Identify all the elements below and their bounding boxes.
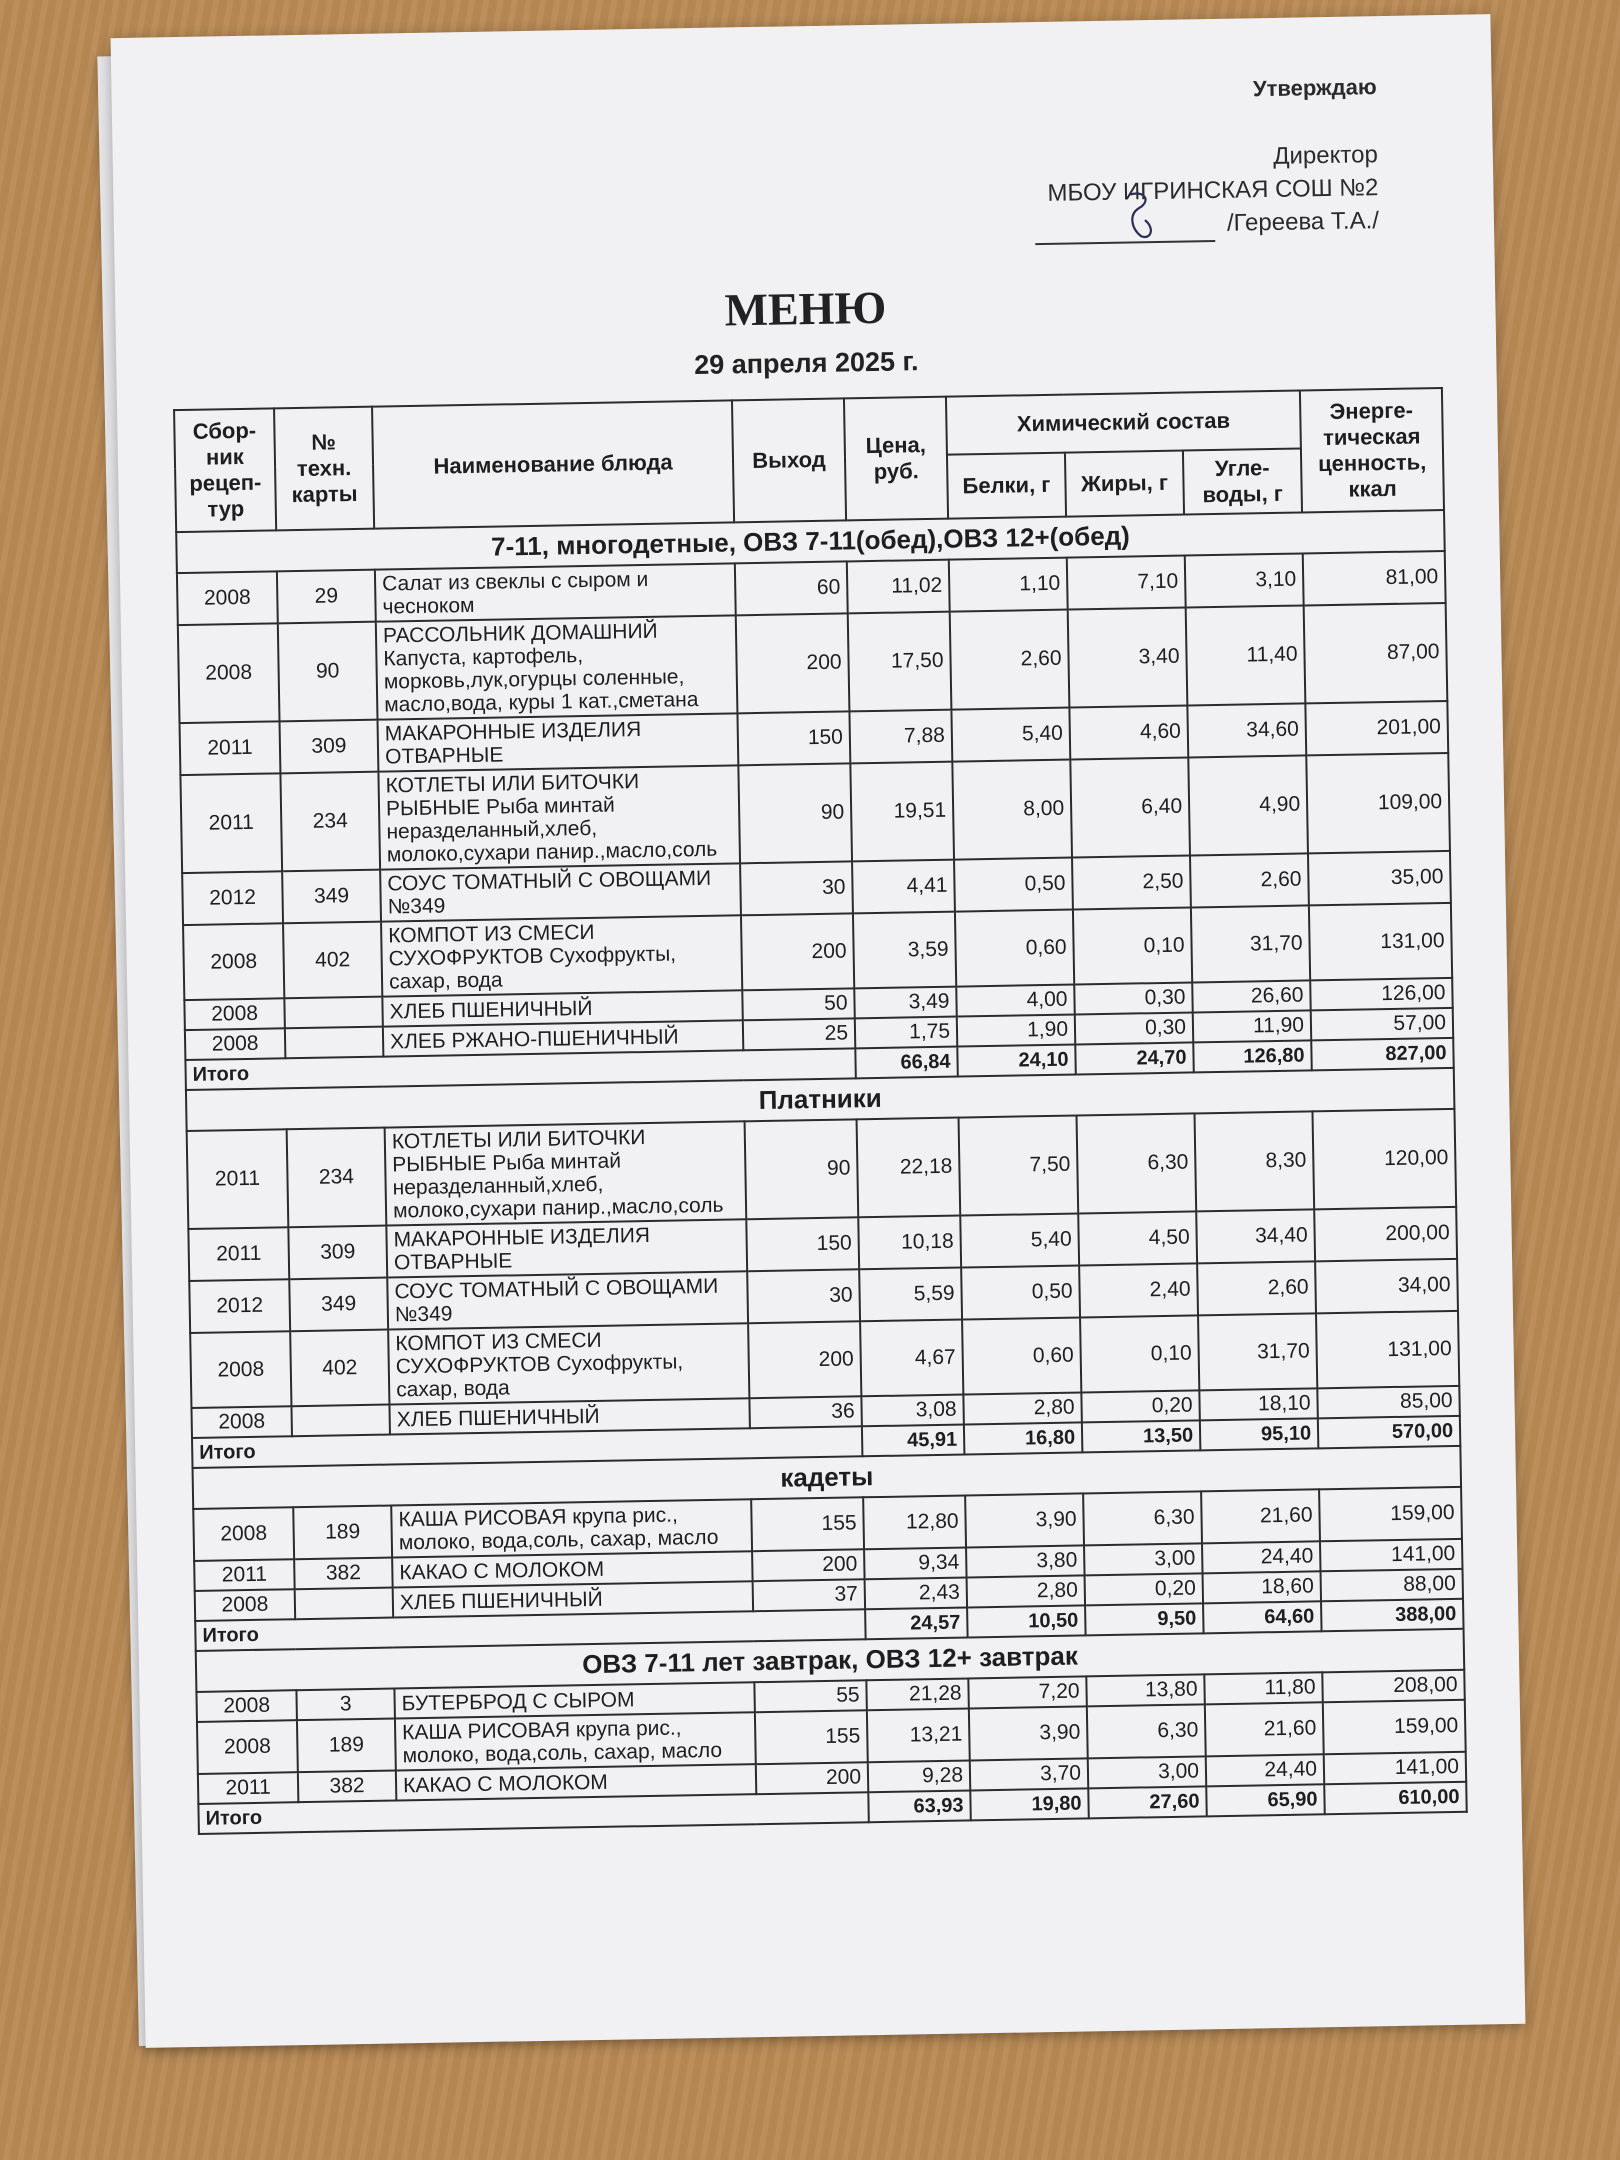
approval-org: МБОУ ИГРИНСКАЯ СОШ №2 xyxy=(1047,174,1379,207)
cell-dish-name: КАКАО С МОЛОКОМ xyxy=(392,1551,752,1587)
cell-dish-name: ХЛЕБ ПШЕНИЧНЫЙ xyxy=(389,1398,749,1434)
cell-tech-card: 189 xyxy=(297,1718,396,1772)
cell-dish-name: СОУС ТОМАТНЫЙ С ОВОЩАМИ №349 xyxy=(387,1271,748,1329)
cell-yield: 36 xyxy=(749,1396,862,1428)
cell-collection: 2011 xyxy=(188,1227,289,1281)
cell-dish-name: КАША РИСОВАЯ крупа рис., молоко, вода,соль, сахар, масло xyxy=(395,1712,756,1770)
cell-collection: 2008 xyxy=(191,1406,292,1438)
total-label: Итого xyxy=(195,1609,865,1651)
cell-dish-name: КАША РИСОВАЯ крупа рис., молоко, вода,соль, сахар, масло xyxy=(391,1499,752,1557)
cell-price: 9,34 xyxy=(864,1547,967,1579)
total-label: Итого xyxy=(192,1426,862,1468)
cell-carbs: 21,60 xyxy=(1205,1702,1324,1756)
cell-collection: 2008 xyxy=(183,923,284,1000)
cell-tech-card: 382 xyxy=(294,1558,393,1590)
cell-dish-name: Салат из свеклы с сыром и чесноком xyxy=(375,563,736,621)
cell-price: 3,49 xyxy=(854,987,957,1019)
cell-fat: 3,40 xyxy=(1068,608,1188,708)
cell-tech-card xyxy=(295,1588,394,1620)
cell-energy: 126,00 xyxy=(1310,978,1453,1010)
header-energy: Энерге-тическая ценность, ккал xyxy=(1300,388,1444,512)
section-title: 7-11, многодетные, ОВЗ 7-11(обед),ОВЗ 12+(обед) xyxy=(176,510,1445,573)
cell-protein: 3,90 xyxy=(969,1706,1088,1760)
cell-protein: 1,90 xyxy=(957,1015,1076,1047)
total-price: 63,93 xyxy=(868,1790,971,1822)
cell-collection: 2008 xyxy=(184,998,285,1030)
cell-yield: 90 xyxy=(738,763,852,863)
cell-energy: 141,00 xyxy=(1324,1752,1467,1784)
cell-collection: 2008 xyxy=(177,571,278,625)
total-price: 24,57 xyxy=(865,1607,968,1639)
cell-tech-card: 349 xyxy=(289,1278,388,1332)
cell-carbs: 2,60 xyxy=(1190,853,1309,907)
total-carbs: 95,10 xyxy=(1200,1418,1319,1450)
header-carbs: Угле-воды, г xyxy=(1183,448,1302,514)
cell-fat: 3,00 xyxy=(1088,1756,1207,1788)
cell-tech-card: 90 xyxy=(278,622,378,722)
cell-collection: 2008 xyxy=(178,623,280,723)
cell-collection: 2012 xyxy=(189,1279,290,1333)
cell-yield: 90 xyxy=(745,1119,859,1219)
section-title: кадеты xyxy=(193,1446,1462,1509)
cell-energy: 159,00 xyxy=(1323,1700,1466,1754)
cell-energy: 81,00 xyxy=(1303,551,1446,605)
cell-yield: 25 xyxy=(743,1018,856,1050)
cell-dish-name: РАССОЛЬНИК ДОМАШНИЙ Капуста, картофель, морковь,лук,огурцы соленные, масло,вода, куры 1 кат.,сметана xyxy=(376,615,738,719)
cell-yield: 150 xyxy=(737,711,850,765)
cell-tech-card: 402 xyxy=(290,1330,389,1407)
cell-fat: 0,10 xyxy=(1073,907,1192,984)
cell-energy: 200,00 xyxy=(1314,1207,1457,1261)
cell-collection: 2012 xyxy=(182,871,283,925)
cell-fat: 0,30 xyxy=(1075,1012,1194,1044)
header-price: Цена, руб. xyxy=(844,397,948,521)
cell-energy: 57,00 xyxy=(1311,1008,1454,1040)
cell-protein: 5,40 xyxy=(951,708,1070,762)
cell-yield: 155 xyxy=(751,1497,864,1551)
cell-dish-name: МАКАРОННЫЕ ИЗДЕЛИЯ ОТВАРНЫЕ xyxy=(377,713,738,771)
cell-fat: 0,20 xyxy=(1085,1573,1204,1605)
total-protein: 16,80 xyxy=(964,1422,1083,1454)
cell-yield: 30 xyxy=(740,861,853,915)
cell-collection: 2011 xyxy=(194,1559,295,1591)
cell-price: 9,28 xyxy=(868,1760,971,1792)
cell-energy: 208,00 xyxy=(1322,1670,1465,1702)
total-carbs: 64,60 xyxy=(1203,1601,1322,1633)
total-protein: 19,80 xyxy=(970,1788,1089,1820)
header-tech-card: № техн. карты xyxy=(274,407,374,531)
cell-carbs: 8,30 xyxy=(1194,1111,1314,1211)
cell-price: 19,51 xyxy=(850,762,954,862)
cell-protein: 0,60 xyxy=(955,910,1074,987)
cell-protein: 0,60 xyxy=(962,1317,1081,1394)
total-energy: 388,00 xyxy=(1321,1599,1464,1631)
cell-price: 13,21 xyxy=(867,1708,970,1762)
cell-protein: 0,50 xyxy=(961,1265,1080,1319)
cell-protein: 5,40 xyxy=(960,1213,1079,1267)
cell-tech-card: 309 xyxy=(280,720,379,774)
cell-dish-name: БУТЕРБРОД С СЫРОМ xyxy=(394,1682,754,1718)
cell-carbs: 31,70 xyxy=(1198,1313,1317,1390)
cell-energy: 120,00 xyxy=(1313,1109,1457,1209)
cell-protein: 1,10 xyxy=(949,558,1068,612)
total-carbs: 126,80 xyxy=(1193,1040,1312,1072)
total-fat: 27,60 xyxy=(1088,1786,1207,1818)
cell-protein: 2,60 xyxy=(950,610,1070,710)
cell-carbs: 18,10 xyxy=(1199,1388,1318,1420)
cell-carbs: 34,60 xyxy=(1187,703,1306,757)
cell-collection: 2008 xyxy=(185,1028,286,1060)
cell-price: 22,18 xyxy=(857,1118,961,1218)
cell-yield: 200 xyxy=(741,913,854,990)
cell-fat: 13,80 xyxy=(1086,1674,1205,1706)
cell-tech-card xyxy=(285,1027,384,1059)
header-chemical-composition: Химический состав xyxy=(946,390,1301,454)
cell-fat: 3,00 xyxy=(1084,1543,1203,1575)
cell-tech-card: 29 xyxy=(277,570,376,624)
cell-tech-card: 234 xyxy=(287,1128,387,1228)
cell-carbs: 26,60 xyxy=(1192,980,1311,1012)
cell-dish-name: КОТЛЕТЫ ИЛИ БИТОЧКИ РЫБНЫЕ Рыба минтай неразделанный,хлеб, молоко,сухари панир.,масло,соль xyxy=(378,765,740,869)
cell-collection: 2011 xyxy=(180,721,281,775)
cell-price: 10,18 xyxy=(858,1216,961,1270)
total-energy: 827,00 xyxy=(1311,1038,1454,1070)
total-label: Итого xyxy=(198,1792,868,1834)
total-carbs: 65,90 xyxy=(1206,1784,1325,1816)
cell-fat: 6,40 xyxy=(1070,757,1190,857)
cell-tech-card: 349 xyxy=(282,870,381,924)
cell-yield: 30 xyxy=(747,1269,860,1323)
approval-position: Директор xyxy=(1273,141,1379,170)
cell-price: 4,41 xyxy=(852,860,955,914)
cell-dish-name: МАКАРОННЫЕ ИЗДЕЛИЯ ОТВАРНЫЕ xyxy=(386,1219,747,1277)
cell-protein: 7,20 xyxy=(968,1676,1087,1708)
cell-fat: 6,30 xyxy=(1087,1704,1206,1758)
header-fat: Жиры, г xyxy=(1065,451,1184,517)
cell-price: 4,67 xyxy=(860,1320,963,1397)
cell-dish-name: ХЛЕБ ПШЕНИЧНЫЙ xyxy=(382,990,742,1026)
cell-tech-card: 382 xyxy=(298,1770,397,1802)
cell-protein: 7,50 xyxy=(959,1116,1079,1216)
cell-protein: 4,00 xyxy=(956,985,1075,1017)
cell-price: 21,28 xyxy=(866,1678,969,1710)
approval-title: Утверждаю xyxy=(1252,74,1377,102)
menu-table xyxy=(173,387,1468,1835)
cell-collection: 2008 xyxy=(197,1720,298,1774)
cell-carbs: 3,10 xyxy=(1185,553,1304,607)
header-dish-name: Наименование блюда xyxy=(372,400,734,528)
handwritten-signature xyxy=(1124,188,1159,245)
total-fat: 9,50 xyxy=(1085,1603,1204,1635)
cell-price: 1,75 xyxy=(855,1017,958,1049)
cell-collection: 2011 xyxy=(187,1129,289,1229)
cell-carbs: 2,60 xyxy=(1197,1261,1316,1315)
cell-collection: 2008 xyxy=(195,1589,296,1621)
signature-line xyxy=(1035,207,1216,245)
cell-carbs: 4,90 xyxy=(1188,755,1308,855)
cell-yield: 55 xyxy=(754,1680,867,1712)
cell-energy: 85,00 xyxy=(1317,1386,1460,1418)
cell-protein: 2,80 xyxy=(963,1392,1082,1424)
approval-name: /Гереева Т.А./ xyxy=(1226,207,1380,237)
cell-protein: 3,90 xyxy=(965,1493,1084,1547)
total-price: 66,84 xyxy=(855,1047,958,1079)
cell-price: 12,80 xyxy=(863,1496,966,1550)
cell-fat: 6,30 xyxy=(1077,1113,1197,1213)
cell-carbs: 11,40 xyxy=(1186,605,1306,705)
cell-fat: 4,50 xyxy=(1078,1211,1197,1265)
total-fat: 24,70 xyxy=(1075,1042,1194,1074)
cell-collection: 2011 xyxy=(180,773,282,873)
cell-carbs: 34,40 xyxy=(1196,1209,1315,1263)
cell-dish-name: КОМПОТ ИЗ СМЕСИ СУХОФРУКТОВ Сухофрукты, сахар, вода xyxy=(381,915,742,996)
cell-protein: 3,70 xyxy=(970,1758,1089,1790)
approval-signature-line xyxy=(1035,204,1380,245)
approval-block xyxy=(1032,74,1379,245)
cell-price: 2,43 xyxy=(865,1577,968,1609)
cell-dish-name: ХЛЕБ РЖАНО-ПШЕНИЧНЫЙ xyxy=(383,1020,743,1056)
document-date: 29 апреля 2025 г. xyxy=(693,346,919,381)
cell-yield: 60 xyxy=(735,561,848,615)
total-energy: 570,00 xyxy=(1318,1416,1461,1448)
cell-tech-card: 309 xyxy=(288,1226,387,1280)
cell-carbs: 11,80 xyxy=(1204,1672,1323,1704)
cell-tech-card: 3 xyxy=(296,1688,395,1720)
cell-fat: 4,60 xyxy=(1069,706,1188,760)
cell-carbs: 31,70 xyxy=(1191,905,1310,982)
menu-sheet xyxy=(111,14,1526,2048)
cell-collection: 2008 xyxy=(193,1507,294,1561)
cell-energy: 35,00 xyxy=(1308,851,1451,905)
total-label: Итого xyxy=(185,1048,855,1090)
cell-tech-card: 402 xyxy=(283,922,382,999)
total-energy: 610,00 xyxy=(1324,1782,1467,1814)
cell-carbs: 21,60 xyxy=(1201,1489,1320,1543)
cell-dish-name: СОУС ТОМАТНЫЙ С ОВОЩАМИ №349 xyxy=(380,863,741,921)
header-collection: Сбор-ник рецеп-тур xyxy=(174,408,276,532)
cell-fat: 6,30 xyxy=(1083,1491,1202,1545)
cell-collection: 2008 xyxy=(196,1690,297,1722)
cell-yield: 200 xyxy=(748,1321,861,1398)
cell-carbs: 24,40 xyxy=(1206,1754,1325,1786)
cell-protein: 0,50 xyxy=(954,858,1073,912)
section-title: Платники xyxy=(186,1068,1455,1131)
cell-fat: 0,20 xyxy=(1081,1390,1200,1422)
document-title: МЕНЮ xyxy=(724,281,887,336)
cell-dish-name: КОТЛЕТЫ ИЛИ БИТОЧКИ РЫБНЫЕ Рыба минтай неразделанный,хлеб, молоко,сухари панир.,масло,соль xyxy=(385,1121,747,1225)
cell-price: 3,08 xyxy=(861,1395,964,1427)
cell-energy: 88,00 xyxy=(1321,1569,1464,1601)
cell-price: 7,88 xyxy=(849,710,952,764)
cell-carbs: 18,60 xyxy=(1203,1571,1322,1603)
cell-energy: 34,00 xyxy=(1315,1259,1458,1313)
cell-fat: 2,50 xyxy=(1072,855,1191,909)
cell-energy: 131,00 xyxy=(1309,903,1452,980)
cell-fat: 0,30 xyxy=(1074,982,1193,1014)
total-price: 45,91 xyxy=(862,1425,965,1457)
total-fat: 13,50 xyxy=(1082,1420,1201,1452)
cell-yield: 155 xyxy=(755,1710,868,1764)
cell-yield: 200 xyxy=(752,1549,865,1581)
cell-dish-name: КОМПОТ ИЗ СМЕСИ СУХОФРУКТОВ Сухофрукты, сахар, вода xyxy=(388,1323,749,1404)
cell-carbs: 11,90 xyxy=(1193,1010,1312,1042)
cell-yield: 37 xyxy=(753,1579,866,1611)
cell-energy: 87,00 xyxy=(1304,603,1448,703)
cell-fat: 7,10 xyxy=(1067,556,1186,610)
cell-yield: 50 xyxy=(742,988,855,1020)
cell-tech-card xyxy=(284,997,383,1029)
header-yield: Выход xyxy=(732,398,846,522)
cell-energy: 131,00 xyxy=(1316,1311,1459,1388)
total-protein: 24,10 xyxy=(957,1045,1076,1077)
cell-yield: 150 xyxy=(746,1217,859,1271)
section-title: ОВЗ 7-11 лет завтрак, ОВЗ 12+ завтрак xyxy=(196,1629,1465,1692)
cell-yield: 200 xyxy=(756,1762,869,1794)
cell-price: 5,59 xyxy=(859,1268,962,1322)
cell-fat: 0,10 xyxy=(1080,1315,1199,1392)
cell-protein: 8,00 xyxy=(952,760,1072,860)
cell-price: 17,50 xyxy=(848,612,952,712)
cell-tech-card xyxy=(291,1405,390,1437)
cell-tech-card: 234 xyxy=(280,772,380,872)
cell-dish-name: КАКАО С МОЛОКОМ xyxy=(396,1764,756,1800)
cell-carbs: 24,40 xyxy=(1202,1541,1321,1573)
cell-fat: 2,40 xyxy=(1079,1263,1198,1317)
total-protein: 10,50 xyxy=(967,1605,1086,1637)
header-protein: Белки, г xyxy=(947,453,1066,519)
cell-collection: 2008 xyxy=(190,1331,291,1408)
cell-energy: 109,00 xyxy=(1306,753,1450,853)
cell-energy: 201,00 xyxy=(1305,701,1448,755)
cell-tech-card: 189 xyxy=(293,1506,392,1560)
cell-dish-name: ХЛЕБ ПШЕНИЧНЫЙ xyxy=(393,1581,753,1617)
cell-yield: 200 xyxy=(736,613,850,713)
cell-protein: 2,80 xyxy=(967,1575,1086,1607)
cell-price: 3,59 xyxy=(853,912,956,989)
cell-energy: 141,00 xyxy=(1320,1539,1463,1571)
menu-table-body xyxy=(176,510,1467,1834)
cell-collection: 2011 xyxy=(198,1772,299,1804)
cell-price: 11,02 xyxy=(847,560,950,614)
cell-protein: 3,80 xyxy=(966,1545,1085,1577)
cell-energy: 159,00 xyxy=(1319,1487,1462,1541)
